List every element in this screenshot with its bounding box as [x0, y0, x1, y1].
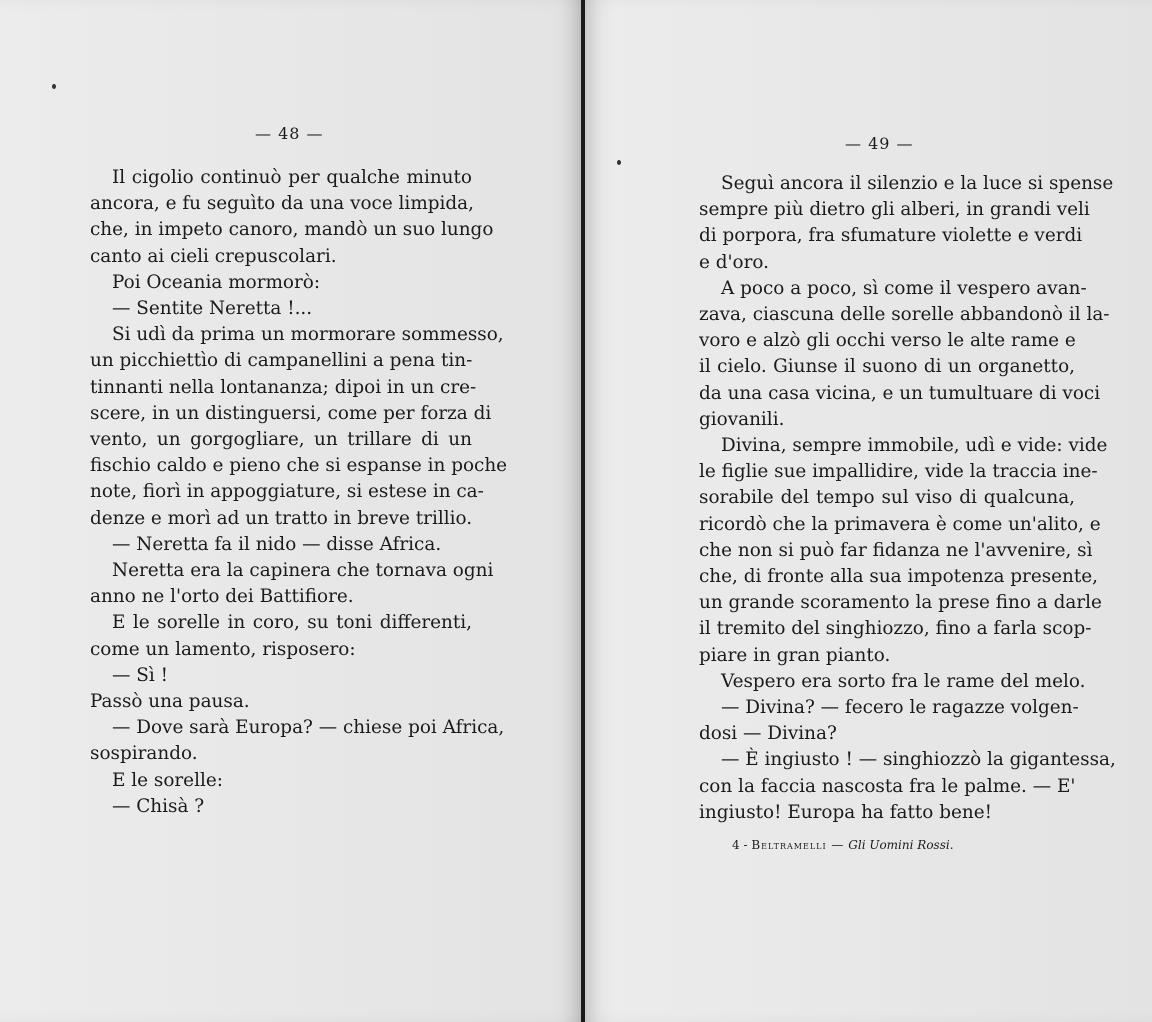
text-line: tinnanti nella lontananza; dipoi in un cre- — [90, 376, 477, 398]
text-line: — Sentite Neretta !... — [112, 298, 313, 320]
text-line: — È ingiusto ! — singhiozzò la gigantessa, — [721, 749, 1116, 771]
text-line: — Neretta fa il nido — disse Africa. — [112, 533, 442, 555]
ink-speck — [617, 160, 621, 165]
text-line: il tremito del singhiozzo, fino a farla scop- — [699, 618, 1092, 640]
text-line: le figlie sue impallidire, vide la traccia ine- — [699, 461, 1098, 483]
text-line: il cielo. Giunse il suono di un organetto, — [699, 356, 1075, 378]
text-line: Neretta era la capinera che tornava ogni — [112, 560, 494, 582]
text-line: sempre più dietro gli alberi, in grandi veli — [699, 199, 1090, 221]
text-line: Vespero era sorto fra le rame del melo. — [721, 670, 1086, 692]
text-line: Si udì da prima un mormorare sommesso, — [112, 324, 504, 346]
text-line: — Dove sarà Europa? — chiese poi Africa, — [112, 717, 505, 739]
footer-title: Gli Uomini Rossi. — [848, 838, 954, 852]
text-line: con la faccia nascosta fra le palme. — E' — [699, 775, 1076, 797]
text-line: sospirando. — [90, 743, 198, 765]
page-text — [90, 165, 508, 820]
text-line: Il cigolio continuò per qualche minuto — [112, 167, 472, 188]
text-line: E le sorelle: — [112, 769, 223, 791]
text-line: A poco a poco, sì come il vespero avan- — [721, 277, 1087, 299]
text-line: che non si può far fidanza ne l'avvenire, sì — [699, 539, 1093, 561]
text-line: piare in gran pianto. — [699, 644, 891, 666]
text-line: che, in impeto canoro, mandò un suo lungo — [90, 219, 494, 241]
text-line: giovanili. — [699, 408, 785, 430]
text-line: di porpora, fra sfumature violette e verdi — [699, 225, 1083, 247]
text-line: voro e alzò gli occhi verso le alte rame e — [699, 330, 1076, 352]
page-text — [699, 171, 1116, 826]
page-number: — 49 — — [845, 134, 914, 153]
text-line: Seguì ancora il silenzio e la luce si spense — [721, 173, 1114, 194]
text-line: e d'oro. — [699, 251, 770, 273]
text-line: dosi — Divina? — [699, 723, 837, 745]
page-number: — 48 — — [255, 124, 324, 143]
text-line: vento, un gorgogliare, un trillare di un — [90, 429, 472, 451]
text-line: scere, in un distinguersi, come per forza di — [90, 402, 492, 424]
text-line: ricordò che la primavera è come un'alito, e — [699, 513, 1101, 535]
text-line: — Sì ! — [112, 664, 168, 686]
text-line: un picchiettìo di campanellini a pena tin- — [90, 350, 473, 372]
text-line: come un lamento, risposero: — [90, 638, 356, 660]
text-line: ingiusto! Europa ha fatto bene! — [699, 801, 992, 823]
text-line: Divina, sempre immobile, udì e vide: vide — [721, 435, 1108, 457]
text-line: — Divina? — fecero le ragazze volgen- — [721, 697, 1079, 719]
text-line: zava, ciascuna delle sorelle abbandonò il la- — [699, 304, 1110, 326]
text-line: Poi Oceania mormorò: — [112, 271, 321, 293]
text-line: da una casa vicina, e un tumultuare di voci — [699, 382, 1101, 404]
page-footer-signature — [732, 838, 954, 852]
text-line: un grande scoramento la prese fino a darle — [699, 592, 1102, 614]
text-line: fischio caldo e pieno che si espanse in poche — [90, 455, 508, 477]
text-line: E le sorelle in coro, su toni differenti, — [112, 612, 472, 634]
text-line: note, fiorì in appoggiature, si estese in ca- — [90, 481, 484, 503]
text-line: Passò una pausa. — [90, 691, 250, 713]
text-line: canto ai cieli crepuscolari. — [90, 245, 337, 267]
right-page — [585, 0, 1152, 1022]
text-line: — Chisà ? — [112, 795, 205, 817]
ink-speck — [52, 84, 56, 89]
text-line: sorabile del tempo sul viso di qualcuna, — [699, 487, 1075, 509]
signature-number: 4 - — [732, 838, 748, 852]
text-line: anno ne l'orto dei Battifiore. — [90, 586, 354, 608]
text-line: che, di fronte alla sua impotenza presente, — [699, 566, 1098, 588]
footer-author: Beltramelli — — [751, 838, 845, 852]
text-line: denze e morì ad un tratto in breve trillio. — [90, 507, 473, 529]
text-line: ancora, e fu seguìto da una voce limpida, — [90, 193, 474, 215]
